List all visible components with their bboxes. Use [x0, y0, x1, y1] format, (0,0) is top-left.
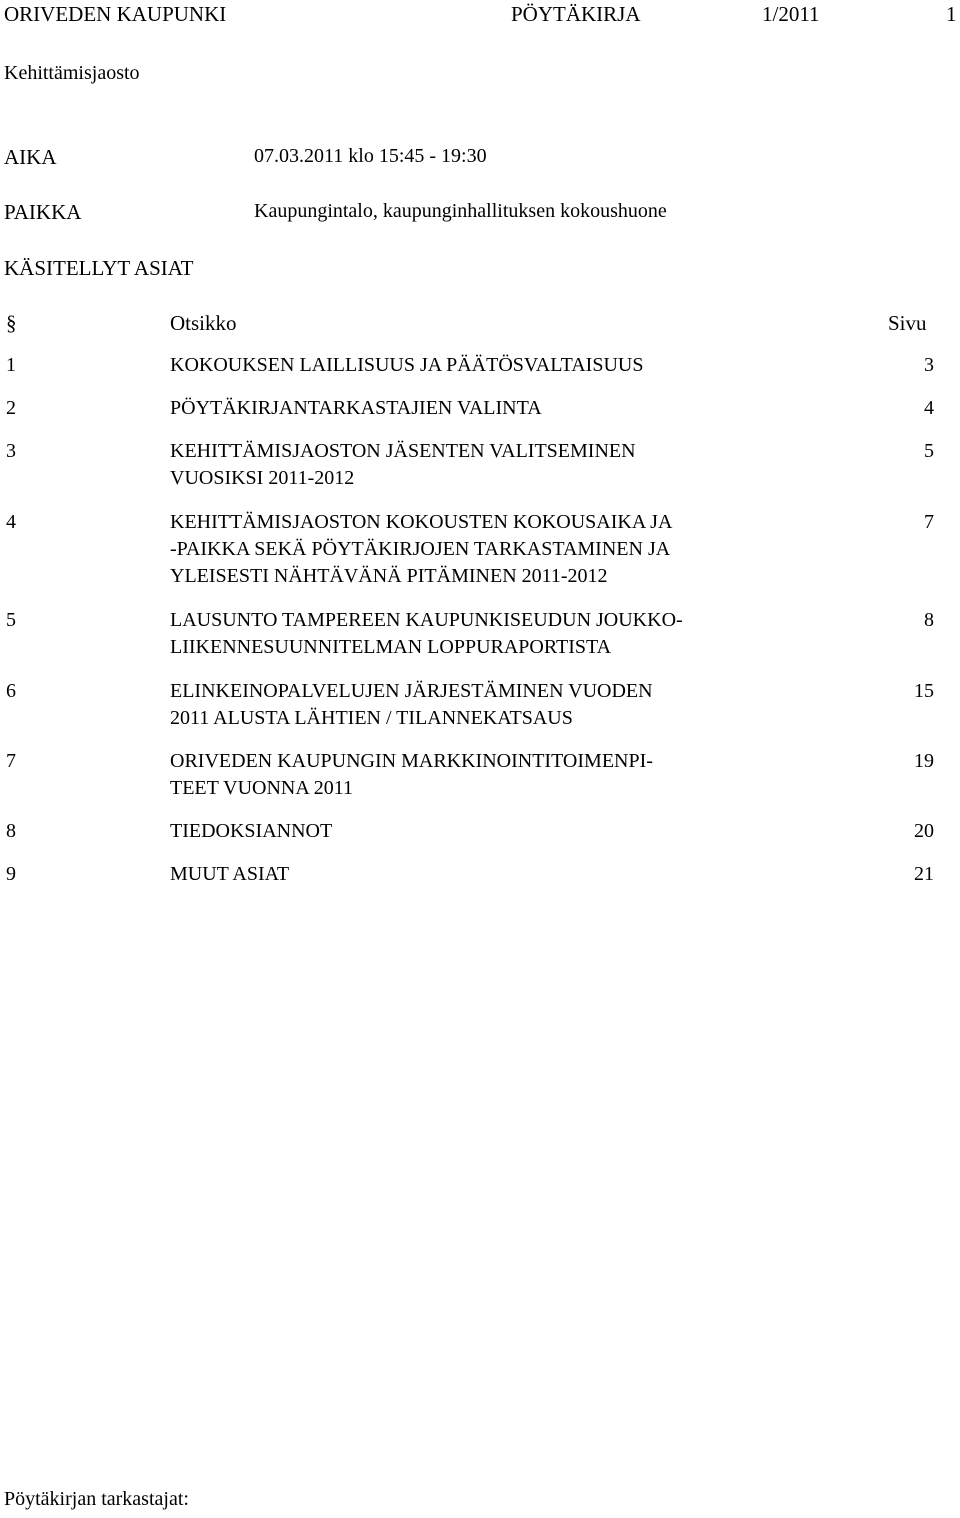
agenda-item-page: 4 [924, 397, 934, 419]
time-label: AIKA [4, 145, 57, 169]
column-header-page: Sivu [888, 311, 927, 335]
agenda-item-page: 3 [924, 354, 934, 376]
page-number: 1 [946, 2, 957, 26]
document-number: 1/2011 [762, 2, 820, 26]
agenda-item-title: MUUT ASIAT [170, 863, 290, 885]
agenda-item-page: 7 [924, 511, 934, 533]
municipality-name: ORIVEDEN KAUPUNKI [4, 2, 227, 26]
agenda-item-number: 5 [6, 609, 16, 631]
agenda-item-title: TIEDOKSIANNOT [170, 820, 333, 842]
body-name: Kehittämisjaosto [4, 62, 140, 84]
agenda-item-title: KOKOUKSEN LAILLISUUS JA PÄÄTÖSVALTAISUUS [170, 354, 644, 376]
document-type: PÖYTÄKIRJA [511, 2, 641, 26]
agenda-item-page: 19 [914, 750, 934, 772]
section-title: KÄSITELLYT ASIAT [4, 256, 194, 280]
agenda-item-number: 3 [6, 440, 16, 462]
agenda-item-page: 21 [914, 863, 934, 885]
place-value: Kaupungintalo, kaupunginhallituksen kokoushuone [254, 200, 667, 222]
agenda-item-number: 8 [6, 820, 16, 842]
agenda-item-title: ELINKEINOPALVELUJEN JÄRJESTÄMINEN VUODEN 2011 ALUSTA LÄHTIEN / TILANNEKATSAUS [170, 680, 653, 729]
agenda-item-page: 8 [924, 609, 934, 631]
section-symbol: § [6, 311, 17, 335]
agenda-item-title: KEHITTÄMISJAOSTON KOKOUSTEN KOKOUSAIKA JA -PAIKKA SEKÄ PÖYTÄKIRJOJEN TARKASTAMINEN JA YLEISESTI NÄHTÄVÄNÄ PITÄMINEN 2011-2012 [170, 511, 673, 587]
signers-label: Pöytäkirjan tarkastajat: [4, 1488, 189, 1510]
agenda-item-number: 4 [6, 511, 16, 533]
agenda-item-title: PÖYTÄKIRJANTARKASTAJIEN VALINTA [170, 397, 542, 419]
agenda-item-page: 20 [914, 820, 934, 842]
column-header-title: Otsikko [170, 311, 237, 335]
agenda-item-title: KEHITTÄMISJAOSTON JÄSENTEN VALITSEMINEN VUOSIKSI 2011-2012 [170, 440, 636, 489]
agenda-item-number: 2 [6, 397, 16, 419]
agenda-item-title: LAUSUNTO TAMPEREEN KAUPUNKISEUDUN JOUKKO- LIIKENNESUUNNITELMAN LOPPURAPORTISTA [170, 609, 683, 658]
agenda-item-page: 5 [924, 440, 934, 462]
agenda-item-number: 6 [6, 680, 16, 702]
agenda-item-number: 1 [6, 354, 16, 376]
place-label: PAIKKA [4, 200, 82, 224]
agenda-item-title: ORIVEDEN KAUPUNGIN MARKKINOINTITOIMENPI- TEET VUONNA 2011 [170, 750, 653, 799]
agenda-item-page: 15 [914, 680, 934, 702]
time-value: 07.03.2011 klo 15:45 - 19:30 [254, 145, 487, 167]
agenda-item-number: 7 [6, 750, 16, 772]
agenda-item-number: 9 [6, 863, 16, 885]
